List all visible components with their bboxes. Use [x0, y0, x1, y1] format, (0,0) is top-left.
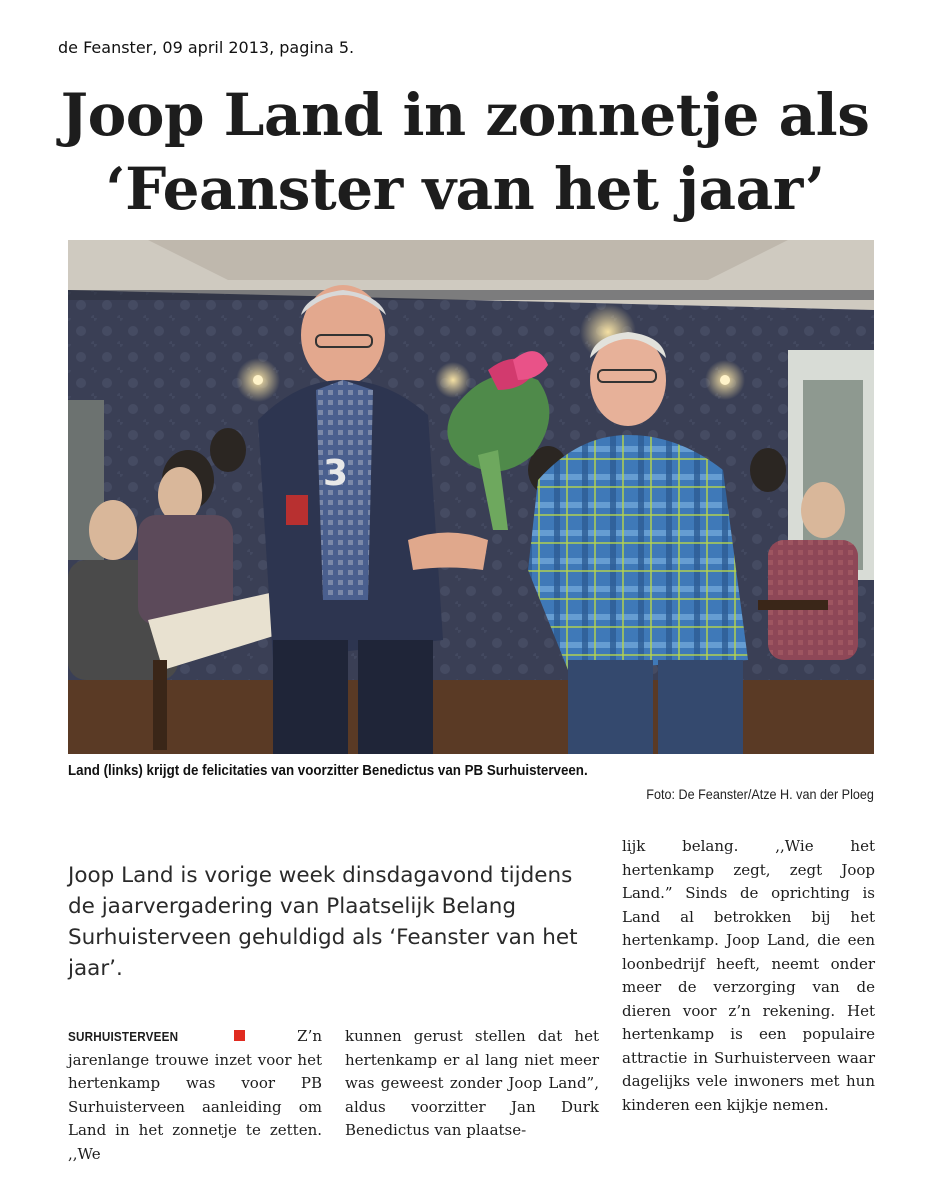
article-column-1 [68, 1025, 322, 1163]
photo-credit: Foto: De Feanster/Atze H. van der Ploeg [646, 786, 874, 802]
news-photo [68, 240, 874, 754]
intro-paragraph: Joop Land is vorige week dinsdagavond tijdens de jaarvergadering van Plaatselijk Belang Surhuisterveen gehuldigd als ‘Feanster van het jaar’. [68, 863, 578, 981]
red-square-marker [234, 1030, 245, 1041]
photo-caption: Land (links) krijgt de felicitaties van voorzitter Benedictus van PB Surhuisterveen. [68, 763, 588, 779]
svg-text:3: 3 [323, 453, 349, 494]
headline [40, 78, 890, 226]
article-column-1-text: Z’n jarenlange trouwe inzet voor het hertenkamp was voor PB Surhuisterveen aanleiding om Land in het zonnetje te zetten. ,,We [68, 1027, 322, 1163]
headline-line-2: ‘Feanster van het jaar’ [105, 155, 825, 223]
photo-illustration [68, 240, 874, 754]
headline-line-1: Joop Land in zonnetje als [60, 81, 870, 149]
article-column-2: kunnen gerust stellen dat het hertenkamp er al lang niet meer was geweest zonder Joop Land”, aldus voorzitter Jan Durk Benedictus van plaatse- [345, 1027, 599, 1139]
source-line: de Feanster, 09 april 2013, pagina 5. [58, 38, 355, 57]
article-column-3: lijk belang. ,,Wie het hertenkamp zegt, zegt Joop Land.” Sinds de oprichting is Land al betrokken bij het hertenkamp. Joop Land, die een loonbedrijf heeft, neemt onder meer de verzorging van de dieren voor z’n rekening. Het hertenkamp is een populaire attractie in Surhuisterveen waar dagelijks vele inwoners met hun kinderen een kijkje nemen. [622, 837, 875, 1114]
dateline: SURHUISTERVEEN [68, 1029, 179, 1044]
